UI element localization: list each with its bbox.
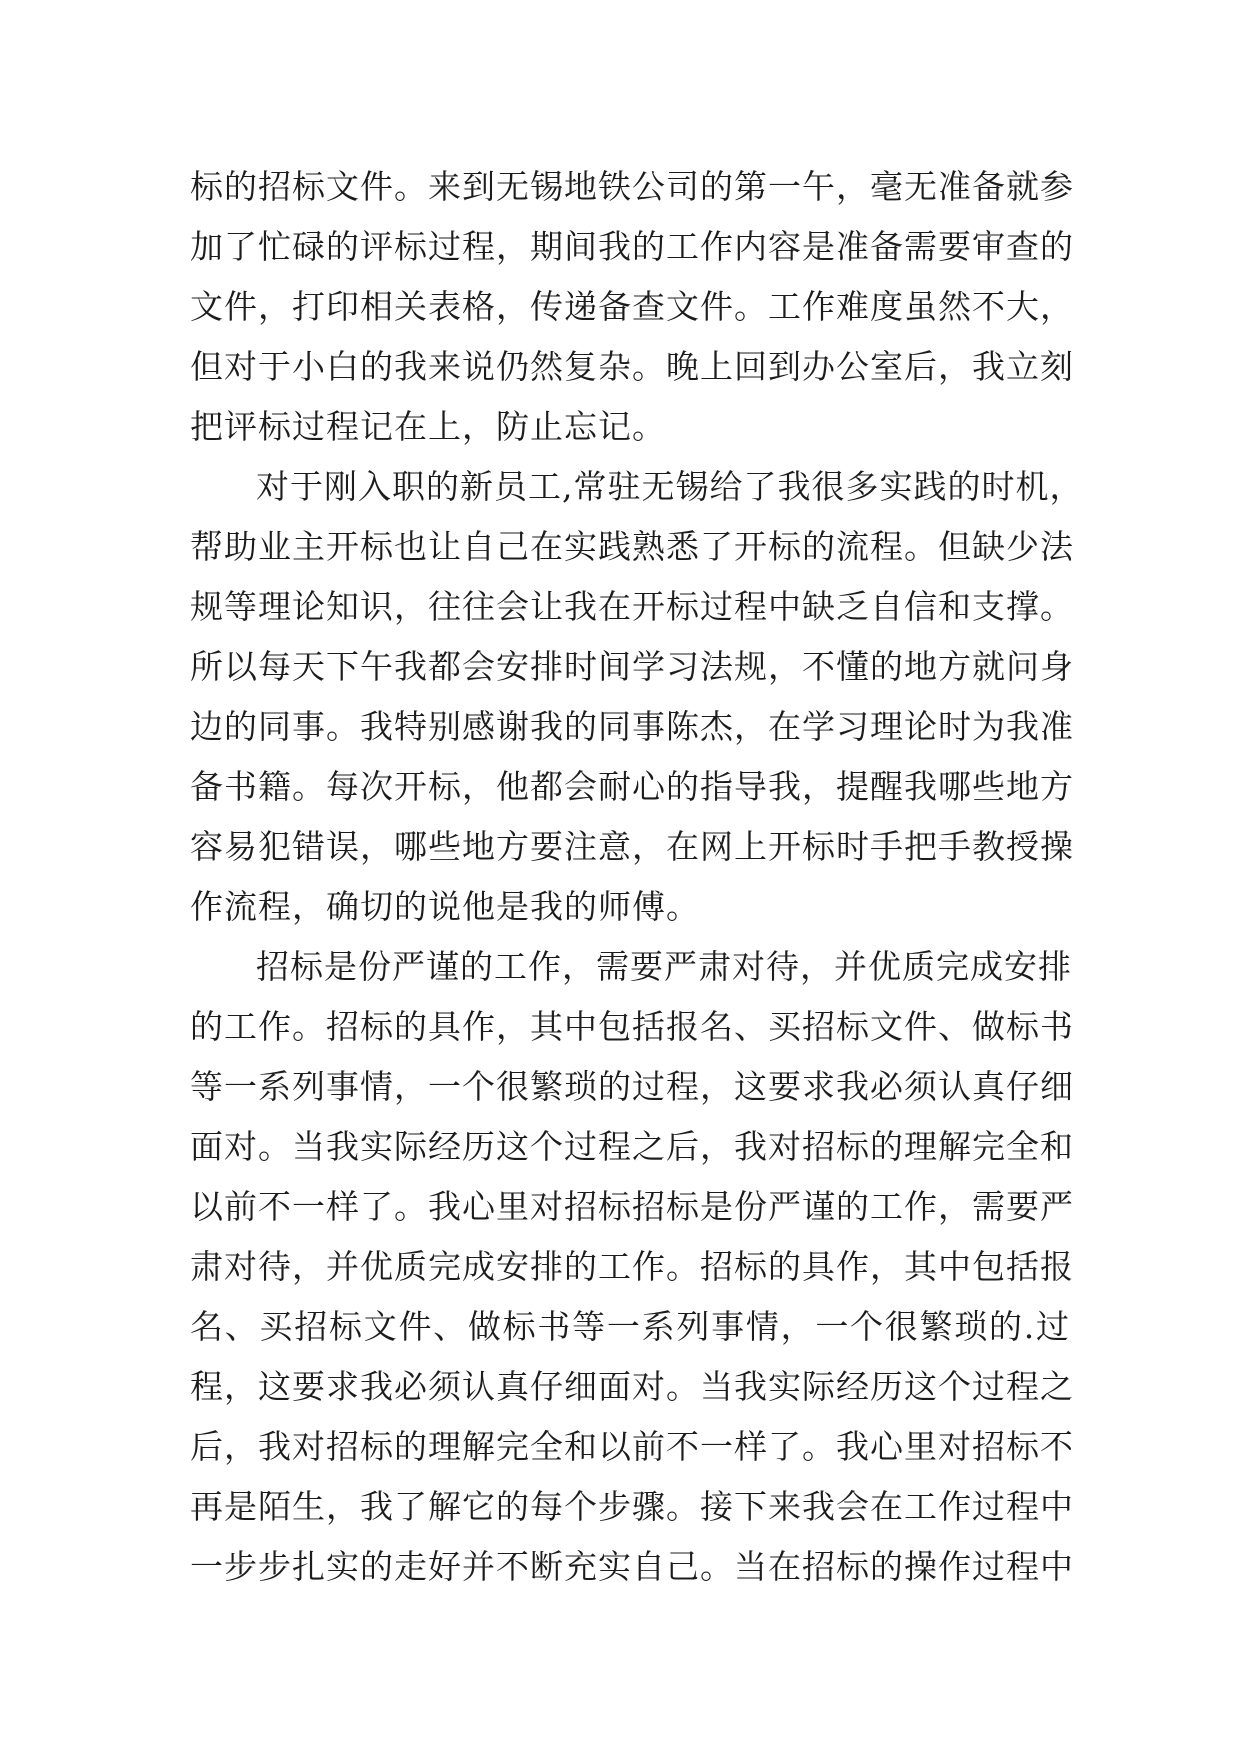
body-text <box>190 157 1084 1597</box>
text-line: 作流程，确切的说他是我的师傅。 <box>190 887 700 926</box>
text-line: 程，这要求我必须认真仔细面对。当我实际经历这个过程之 <box>190 1367 1074 1406</box>
text-line: 把评标过程记在上，防止忘记。 <box>190 407 666 446</box>
text-line: 但对于小白的我来说仍然复杂。晚上回到办公室后，我立刻 <box>190 347 1074 386</box>
text-line: 文件，打印相关表格，传递备查文件。工作难度虽然不大， <box>190 287 1074 326</box>
text-line: 对于刚入职的新员工,常驻无锡给了我很多实践的时机， <box>256 467 1084 506</box>
text-line: 以前不一样了。我心里对招标招标是份严谨的工作，需要严 <box>190 1187 1074 1226</box>
text-line: 所以每天下午我都会安排时间学习法规，不懂的地方就问身 <box>190 647 1074 686</box>
text-line: 容易犯错误，哪些地方要注意，在网上开标时手把手教授操 <box>190 827 1074 866</box>
text-line: 规等理论知识，往往会让我在开标过程中缺乏自信和支撑。 <box>190 587 1074 626</box>
text-line: 一步步扎实的走好并不断充实自己。当在招标的操作过程中 <box>190 1547 1074 1586</box>
text-line: 肃对待，并优质完成安排的工作。招标的具作，其中包括报 <box>190 1247 1074 1286</box>
text-line: 名、买招标文件、做标书等一系列事情，一个很繁琐的.过 <box>190 1307 1070 1346</box>
text-line: 帮助业主开标也让自己在实践熟悉了开标的流程。但缺少法 <box>190 527 1074 566</box>
text-line: 加了忙碌的评标过程，期间我的工作内容是准备需要审查的 <box>190 227 1074 266</box>
text-line: 边的同事。我特别感谢我的同事陈杰，在学习理论时为我准 <box>190 707 1074 746</box>
text-line: 招标是份严谨的工作，需要严肃对待，并优质完成安排 <box>256 947 1072 986</box>
text-line: 的工作。招标的具作，其中包括报名、买招标文件、做标书 <box>190 1007 1074 1046</box>
text-line: 等一系列事情，一个很繁琐的过程，这要求我必须认真仔细 <box>190 1067 1074 1106</box>
text-line: 面对。当我实际经历这个过程之后，我对招标的理解完全和 <box>190 1127 1074 1166</box>
text-line: 备书籍。每次开标，他都会耐心的指导我，提醒我哪些地方 <box>190 767 1074 806</box>
text-line: 再是陌生，我了解它的每个步骤。接下来我会在工作过程中 <box>190 1487 1074 1526</box>
text-line: 后，我对招标的理解完全和以前不一样了。我心里对招标不 <box>190 1427 1074 1466</box>
text-line: 标的招标文件。来到无锡地铁公司的第一午，毫无准备就参 <box>190 167 1074 206</box>
